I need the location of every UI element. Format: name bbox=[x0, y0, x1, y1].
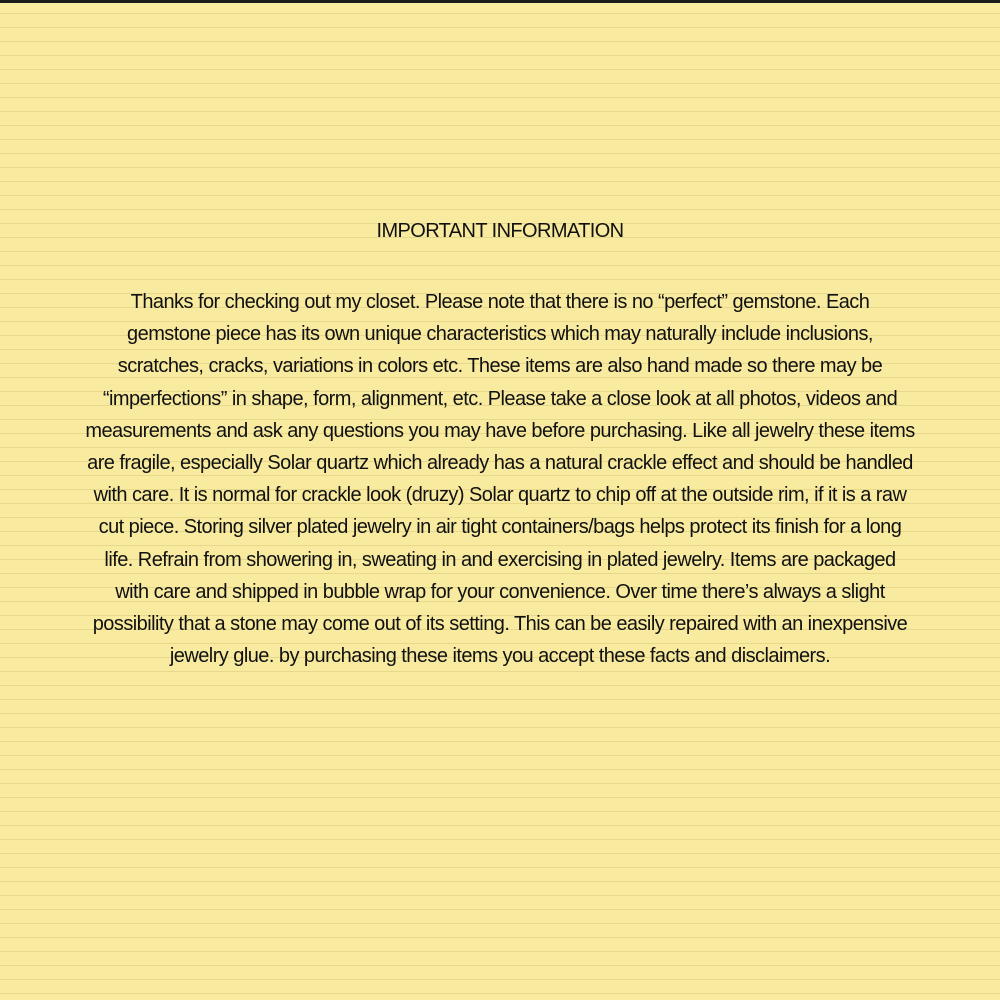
notice-body bbox=[20, 286, 980, 672]
notice-line: life. Refrain from showering in, sweating in and exercising in plated jewelry. Items are packaged bbox=[104, 548, 896, 571]
notice-line: with care and shipped in bubble wrap for your convenience. Over time there’s always a slight bbox=[115, 580, 885, 603]
notice-line: “imperfections” in shape, form, alignment, etc. Please take a close look at all photos, videos and bbox=[102, 387, 898, 410]
notice-line: with care. It is normal for crackle look (druzy) Solar quartz to chip off at the outside rim, if it is a raw bbox=[93, 484, 907, 507]
notice-line: scratches, cracks, variations in colors etc. These items are also hand made so there may be bbox=[117, 355, 883, 378]
top-border bbox=[0, 0, 1000, 3]
notice-section bbox=[20, 216, 980, 672]
notice-line: jewelry glue. by purchasing these items you accept these facts and disclaimers. bbox=[169, 645, 831, 668]
notice-line: gemstone piece has its own unique characteristics which may naturally include inclusions, bbox=[127, 323, 873, 346]
notice-line: cut piece. Storing silver plated jewelry in air tight containers/bags helps protect its finish for a long bbox=[98, 516, 902, 539]
notice-line: Thanks for checking out my closet. Please note that there is no “perfect” gemstone. Each bbox=[130, 291, 870, 313]
notice-line: are fragile, especially Solar quartz which already has a natural crackle effect and should be handled bbox=[87, 452, 913, 475]
notice-title: IMPORTANT INFORMATION bbox=[376, 220, 624, 242]
notice-line: measurements and ask any questions you may have before purchasing. Like all jewelry these items bbox=[85, 419, 915, 442]
notice-line: possibility that a stone may come out of its setting. This can be easily repaired with an inexpensive bbox=[92, 613, 908, 636]
